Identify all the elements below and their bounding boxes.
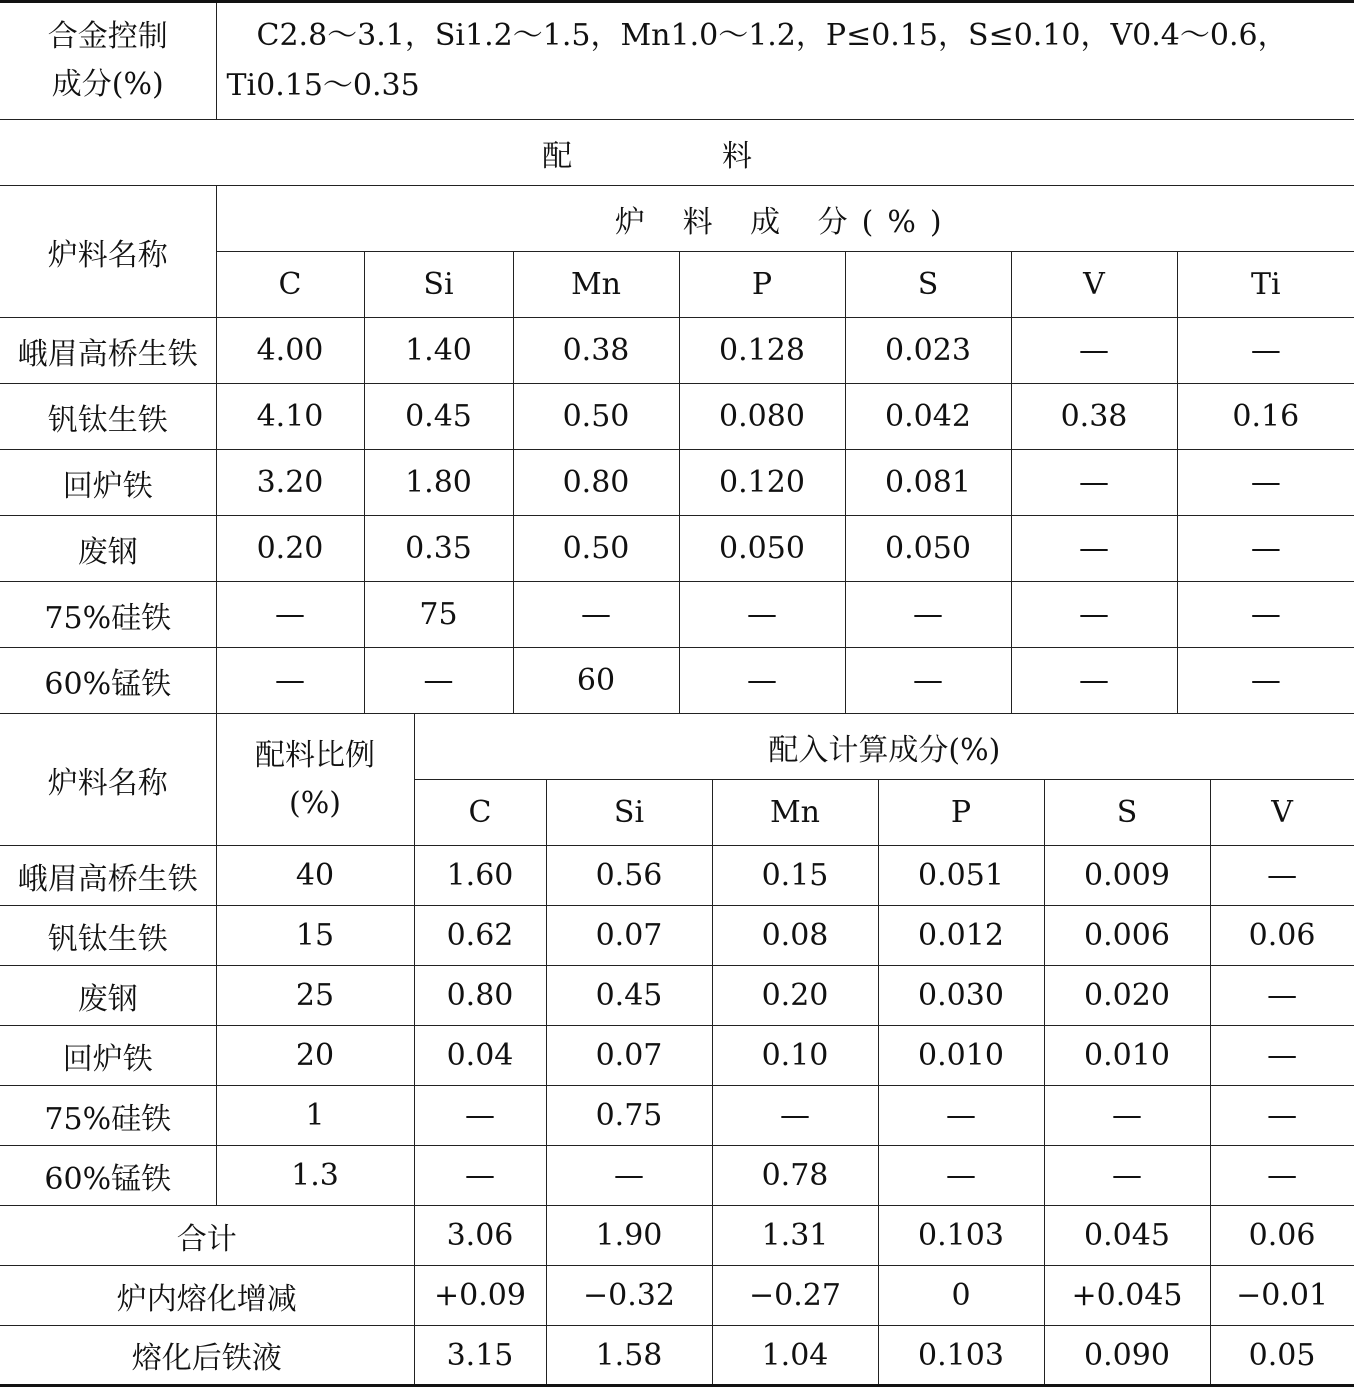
batch-value: 0.08 [712, 906, 878, 966]
summary-row-total [0, 1206, 1354, 1266]
batch-value: — [1210, 1026, 1354, 1086]
charge-col-header: S [845, 252, 1011, 318]
charge-value: — [1177, 516, 1354, 582]
batch-value: — [1210, 846, 1354, 906]
charge-value: 75 [364, 582, 513, 648]
batch-value: — [878, 1146, 1044, 1206]
batch-col-header: C [414, 780, 546, 846]
batch-row [0, 846, 1354, 906]
batch-col-header: Mn [712, 780, 878, 846]
charge-value: 4.10 [216, 384, 364, 450]
charge-col-header: P [679, 252, 845, 318]
charge-col-header: Si [364, 252, 513, 318]
charge-value: 1.40 [364, 318, 513, 384]
charge-row [0, 582, 1354, 648]
charge-value: — [1011, 648, 1177, 714]
batch-value: — [1210, 1146, 1354, 1206]
charge-value: 1.80 [364, 450, 513, 516]
batch-value: — [712, 1086, 878, 1146]
batch-value: 1.60 [414, 846, 546, 906]
charge-value: — [1177, 318, 1354, 384]
batch-row [0, 906, 1354, 966]
summary-value: 1.58 [546, 1326, 712, 1386]
batch-value: 0.45 [546, 966, 712, 1026]
batch-value: 0.80 [414, 966, 546, 1026]
batch-value: 0.04 [414, 1026, 546, 1086]
charge-value: 0.50 [513, 384, 679, 450]
charge-name: 峨眉高桥生铁 [0, 318, 216, 384]
batch-value: 0.56 [546, 846, 712, 906]
batch-value: 0.06 [1210, 906, 1354, 966]
charge-value: 0.042 [845, 384, 1011, 450]
batch-row [0, 966, 1354, 1026]
charge-value: — [513, 582, 679, 648]
control-label-line2: 成分(%) [51, 67, 164, 102]
batch-name: 废钢 [0, 966, 216, 1026]
charge-row [0, 384, 1354, 450]
batch-name: 75%硅铁 [0, 1086, 216, 1146]
charge-value: 3.20 [216, 450, 364, 516]
batch-name: 钒钛生铁 [0, 906, 216, 966]
batch-value: 0.07 [546, 906, 712, 966]
charge-row [0, 516, 1354, 582]
charge-value: 0.128 [679, 318, 845, 384]
summary-value: 0.103 [878, 1206, 1044, 1266]
summary-row-melt [0, 1326, 1354, 1386]
summary-row-change [0, 1266, 1354, 1326]
summary-value: 1.90 [546, 1206, 712, 1266]
batch-value: — [1210, 1086, 1354, 1146]
batch-value: 0.20 [712, 966, 878, 1026]
batch-value: 0.030 [878, 966, 1044, 1026]
batch-ratio: 40 [216, 846, 414, 906]
charge-value: 0.023 [845, 318, 1011, 384]
charge-row [0, 648, 1354, 714]
batch-value: 0.012 [878, 906, 1044, 966]
summary-value: +0.045 [1044, 1266, 1210, 1326]
charge-value: 0.50 [513, 516, 679, 582]
charge-value: — [1011, 450, 1177, 516]
charge-value: — [1011, 582, 1177, 648]
batch-ratio: 25 [216, 966, 414, 1026]
charge-value: — [1011, 318, 1177, 384]
charge-row [0, 450, 1354, 516]
charge-value: — [216, 582, 364, 648]
batch-row [0, 1146, 1354, 1206]
batch-col-header: V [1210, 780, 1354, 846]
summary-value: −0.32 [546, 1266, 712, 1326]
control-label-line1: 合金控制 [47, 19, 168, 54]
batch-value: 0.020 [1044, 966, 1210, 1026]
batch-value: 0.15 [712, 846, 878, 906]
section-title: 配 料 [0, 120, 1354, 186]
batch-name-header: 炉料名称 [0, 714, 216, 846]
summary-value: 1.04 [712, 1326, 878, 1386]
control-row [0, 2, 1354, 120]
charge-composition-header: 炉 料 成 分(%) [216, 186, 1354, 252]
charge-value: — [845, 582, 1011, 648]
summary-label: 炉内熔化增减 [0, 1266, 414, 1326]
charge-col-header: Mn [513, 252, 679, 318]
charge-value: — [845, 648, 1011, 714]
charge-name: 钒钛生铁 [0, 384, 216, 450]
charge-value: 0.16 [1177, 384, 1354, 450]
section-title-row [0, 120, 1354, 186]
summary-value: 0.090 [1044, 1326, 1210, 1386]
batch-value: 0.07 [546, 1026, 712, 1086]
summary-value: −0.27 [712, 1266, 878, 1326]
control-composition-text: C2.8～3.1，Si1.2～1.5，Mn1.0～1.2，P≤0.15，S≤0.10，V0.4～0.6，Ti0.15～0.35 [216, 2, 1354, 120]
charge-value: 0.120 [679, 450, 845, 516]
summary-value: 0.045 [1044, 1206, 1210, 1266]
batch-name: 回炉铁 [0, 1026, 216, 1086]
batch-value: 0.051 [878, 846, 1044, 906]
charge-value: 0.050 [679, 516, 845, 582]
charge-name: 回炉铁 [0, 450, 216, 516]
batch-value: — [1044, 1146, 1210, 1206]
batch-value: 0.006 [1044, 906, 1210, 966]
batch-ratio-header-line1: 配料比例 [255, 737, 375, 773]
summary-value: 0.103 [878, 1326, 1044, 1386]
batch-value: 0.78 [712, 1146, 878, 1206]
summary-value: 0.06 [1210, 1206, 1354, 1266]
batch-name: 60%锰铁 [0, 1146, 216, 1206]
summary-label: 合计 [0, 1206, 414, 1266]
batch-composition-header: 配入计算成分(%) [414, 714, 1354, 780]
charge-value: 0.80 [513, 450, 679, 516]
charge-value: — [216, 648, 364, 714]
batch-value: — [414, 1146, 546, 1206]
charge-value: 0.38 [1011, 384, 1177, 450]
summary-value: 0.05 [1210, 1326, 1354, 1386]
batch-value: 0.010 [878, 1026, 1044, 1086]
batch-value: — [1210, 966, 1354, 1026]
summary-value: 0 [878, 1266, 1044, 1326]
summary-value: +0.09 [414, 1266, 546, 1326]
charge-name: 60%锰铁 [0, 648, 216, 714]
charge-name: 75%硅铁 [0, 582, 216, 648]
batch-ratio: 1.3 [216, 1146, 414, 1206]
charge-header-row [0, 186, 1354, 252]
charge-value: — [679, 648, 845, 714]
batch-ratio: 20 [216, 1026, 414, 1086]
charge-value: 60 [513, 648, 679, 714]
batch-value: 0.75 [546, 1086, 712, 1146]
batch-ratio: 1 [216, 1086, 414, 1146]
control-label [0, 2, 216, 120]
charge-col-header: Ti [1177, 252, 1354, 318]
charge-col-header: V [1011, 252, 1177, 318]
summary-value: 1.31 [712, 1206, 878, 1266]
batch-col-header: P [878, 780, 1044, 846]
batch-name: 峨眉高桥生铁 [0, 846, 216, 906]
charge-name-header: 炉料名称 [0, 186, 216, 318]
charge-col-header: C [216, 252, 364, 318]
batch-value: — [546, 1146, 712, 1206]
batch-value: 0.62 [414, 906, 546, 966]
summary-value: 3.15 [414, 1326, 546, 1386]
charge-value: 4.00 [216, 318, 364, 384]
batch-value: 0.010 [1044, 1026, 1210, 1086]
charge-value: 0.080 [679, 384, 845, 450]
batch-row [0, 1026, 1354, 1086]
charge-value: — [679, 582, 845, 648]
batch-value: — [878, 1086, 1044, 1146]
charge-value: 0.35 [364, 516, 513, 582]
batch-header-row [0, 714, 1354, 780]
batch-value: 0.10 [712, 1026, 878, 1086]
charge-value: — [1011, 516, 1177, 582]
charge-value: 0.20 [216, 516, 364, 582]
batch-value: 0.009 [1044, 846, 1210, 906]
batch-value: — [1044, 1086, 1210, 1146]
batch-ratio: 15 [216, 906, 414, 966]
batch-row [0, 1086, 1354, 1146]
charge-value: 0.050 [845, 516, 1011, 582]
charge-value: — [1177, 648, 1354, 714]
summary-value: 3.06 [414, 1206, 546, 1266]
charge-value: — [1177, 450, 1354, 516]
batch-ratio-header-line2: (%) [289, 785, 341, 821]
charge-name: 废钢 [0, 516, 216, 582]
summary-label: 熔化后铁液 [0, 1326, 414, 1386]
charge-value: — [1177, 582, 1354, 648]
charge-value: 0.38 [513, 318, 679, 384]
charge-value: 0.081 [845, 450, 1011, 516]
batch-value: — [414, 1086, 546, 1146]
charge-row [0, 318, 1354, 384]
charge-value: — [364, 648, 513, 714]
batch-col-header: Si [546, 780, 712, 846]
batch-col-header: S [1044, 780, 1210, 846]
charge-value: 0.45 [364, 384, 513, 450]
summary-value: −0.01 [1210, 1266, 1354, 1326]
batch-ratio-header [216, 714, 414, 846]
